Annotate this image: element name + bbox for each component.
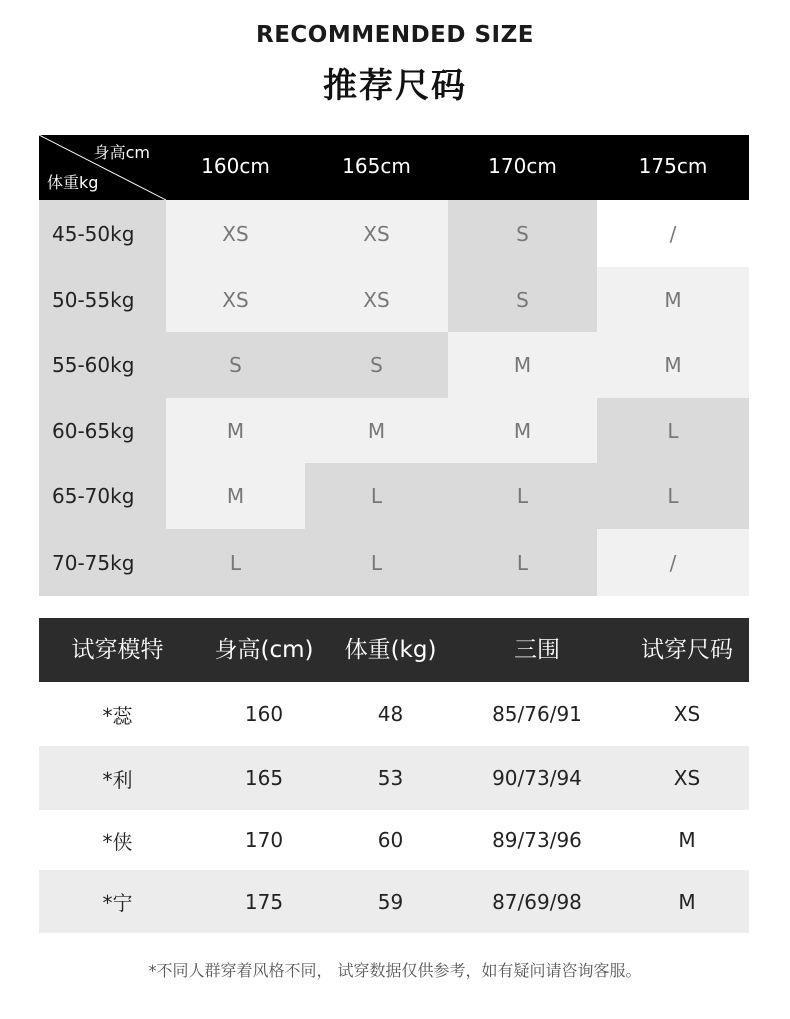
header-model: 试穿模特	[71, 637, 164, 663]
row-weight-label: 60-65kg	[39, 398, 166, 463]
model-row	[39, 746, 749, 810]
model-row	[39, 810, 749, 870]
model-name: *宁	[102, 891, 133, 915]
model-size: M	[678, 828, 696, 852]
corner-weight-label: 体重kg	[47, 173, 99, 192]
model-table-header	[39, 618, 749, 682]
size-cell: XS	[166, 200, 305, 267]
model-measurements: 90/73/94	[492, 766, 582, 790]
size-cell: S	[305, 332, 448, 398]
column-header: 165cm	[342, 154, 411, 178]
size-cell: M	[448, 332, 597, 398]
size-cell: S	[448, 200, 597, 267]
model-weight: 60	[377, 828, 404, 852]
size-cell: S	[448, 267, 597, 332]
title-english: RECOMMENDED SIZE	[255, 22, 534, 48]
model-name: *侠	[102, 829, 133, 854]
corner-cell	[39, 135, 166, 200]
size-chart-header	[39, 135, 749, 200]
disclaimer-footnote: *不同人群穿着风格不同， 试穿数据仅供参考，如有疑问请咨询客服。	[148, 961, 642, 980]
model-height: 160	[244, 702, 284, 726]
model-height: 165	[244, 766, 284, 790]
size-cell: L	[305, 463, 448, 529]
size-cell: L	[448, 529, 597, 596]
size-cell: /	[597, 529, 749, 596]
title-chinese: 推荐尺码	[323, 66, 467, 106]
size-cell: L	[448, 463, 597, 529]
size-cell: XS	[305, 200, 448, 267]
size-row	[39, 529, 749, 596]
size-cell: L	[166, 529, 305, 596]
model-name: *利	[102, 767, 133, 792]
model-height: 170	[244, 828, 284, 852]
header-measurements: 三围	[514, 637, 560, 663]
size-cell: M	[597, 267, 749, 332]
size-cell: L	[597, 463, 749, 529]
model-height: 175	[244, 889, 284, 914]
size-cell: M	[166, 398, 305, 463]
size-cell: M	[448, 398, 597, 463]
model-name: *蕊	[102, 703, 133, 728]
size-cell: S	[166, 332, 305, 398]
row-weight-label: 55-60kg	[39, 332, 166, 398]
row-weight-label: 50-55kg	[39, 267, 166, 332]
column-header: 170cm	[488, 154, 557, 178]
model-weight: 59	[377, 889, 404, 914]
model-size: XS	[673, 766, 701, 790]
model-size: XS	[673, 702, 701, 726]
size-cell: L	[305, 529, 448, 596]
size-cell: M	[166, 463, 305, 529]
model-size: M	[678, 889, 696, 914]
size-row	[39, 267, 749, 332]
model-row	[39, 682, 749, 746]
header-weight: 体重(kg)	[344, 637, 437, 663]
size-row	[39, 332, 749, 398]
model-measurements: 89/73/96	[492, 828, 582, 852]
size-cell: XS	[166, 267, 305, 332]
header-fit-size: 试穿尺码	[641, 637, 733, 663]
row-weight-label: 45-50kg	[39, 200, 166, 267]
model-weight: 53	[377, 766, 404, 790]
model-measurements: 85/76/91	[492, 702, 582, 726]
column-header: 160cm	[201, 154, 270, 178]
corner-height-label: 身高cm	[93, 143, 150, 162]
size-row	[39, 200, 749, 267]
size-cell: L	[597, 398, 749, 463]
size-cell: /	[597, 200, 749, 267]
size-chart	[39, 135, 749, 596]
size-row	[39, 398, 749, 463]
header-height: 身高(cm)	[214, 637, 314, 663]
row-weight-label: 65-70kg	[39, 463, 166, 529]
model-weight: 48	[377, 702, 404, 726]
size-cell: M	[597, 332, 749, 398]
size-cell: XS	[305, 267, 448, 332]
size-cell: M	[305, 398, 448, 463]
size-row	[39, 463, 749, 529]
model-row	[39, 870, 749, 933]
column-header: 175cm	[638, 154, 708, 178]
model-measurements: 87/69/98	[492, 889, 582, 914]
row-weight-label: 70-75kg	[39, 529, 166, 596]
